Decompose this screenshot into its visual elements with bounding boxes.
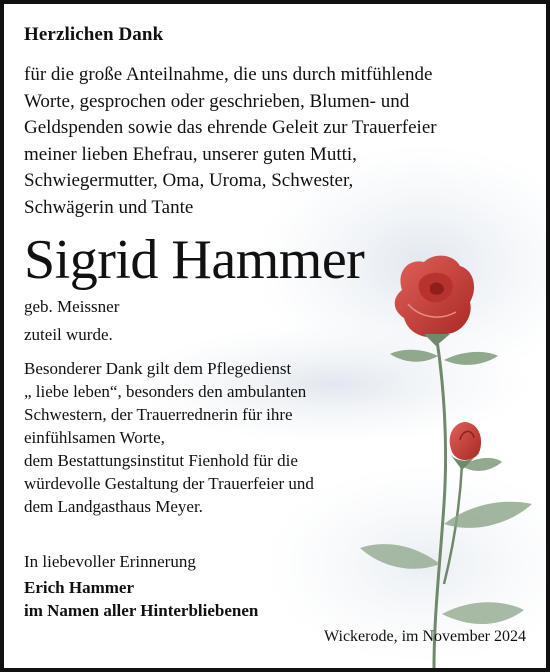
intro-line: Schwiegermutter, Oma, Uroma, Schwester, (24, 170, 354, 191)
signer (24, 576, 258, 622)
signer-subtitle: im Namen aller Hinterbliebenen (24, 601, 259, 620)
signer-name: Erich Hammer (24, 578, 134, 597)
intro-line: für die große Anteilnahme, die uns durch mitfühlende (24, 64, 433, 85)
thanks-line: dem Landgasthaus Meyer. (24, 497, 203, 516)
deceased-name: Sigrid Hammer (24, 229, 365, 291)
place-date: Wickerode, im November 2024 (324, 628, 526, 645)
thanks-line: würdevolle Gestaltung der Trauerfeier und (24, 474, 314, 493)
thanks-line: Besonderer Dank gilt dem Pflegedienst (24, 359, 292, 378)
thanks-line: „ liebe leben“, besonders den ambulanten (24, 382, 307, 401)
thanks-line: Schwestern, der Trauerrednerin für ihre (24, 405, 293, 424)
intro-line: Schwägerin und Tante (24, 196, 194, 218)
intro-line: Geldspenden sowie das ehrende Geleit zur Trauerfeier (24, 117, 437, 138)
special-thanks (24, 357, 314, 518)
received-text: zuteil wurde. (24, 325, 113, 344)
thanks-line: dem Bestattungsinstitut Fienhold für die (24, 451, 298, 470)
birth-name: geb. Meissner (24, 297, 120, 316)
thanks-line: einfühlsamen Worte, (24, 428, 165, 447)
intro-text (24, 62, 437, 221)
heading: Herzlichen Dank (24, 24, 164, 45)
intro-line: Worte, gesprochen oder geschrieben, Blumen- und (24, 90, 410, 112)
intro-line: meiner lieben Ehefrau, unserer guten Mutti, (24, 143, 357, 165)
memory-line: In liebevoller Erinnerung (24, 552, 196, 571)
